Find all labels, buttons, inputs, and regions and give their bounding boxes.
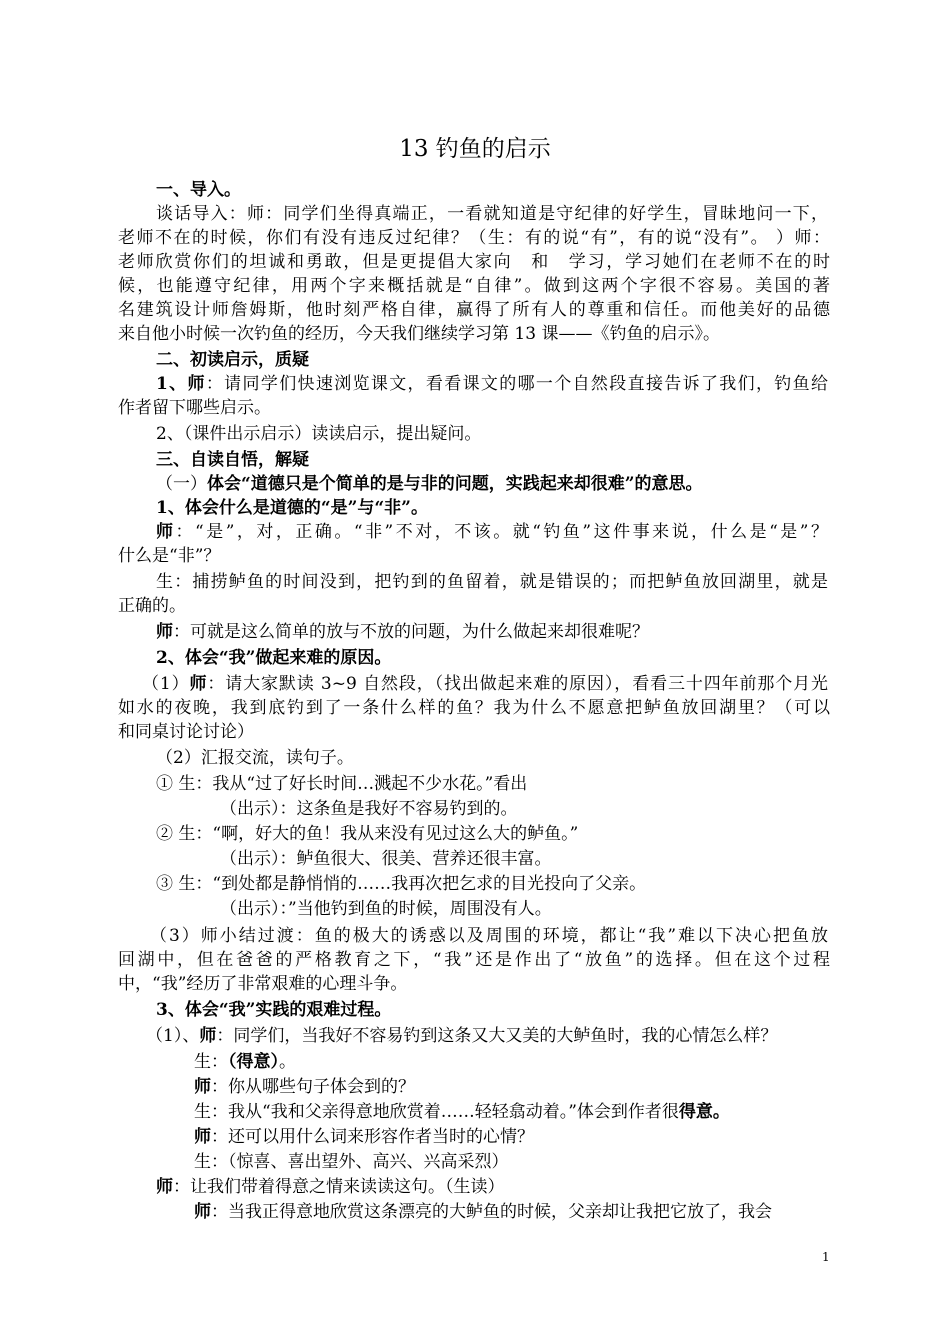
dialogue-line	[194, 1075, 415, 1099]
section-heading-self-reading: 三、自读自悟，解疑	[156, 450, 309, 470]
subheading-practice-process: 3、体会“我”实践的艰难过程。	[156, 1000, 392, 1020]
paragraph-line: 正确的。	[118, 596, 186, 616]
subheading-difficulty-reason: 2、体会“我”做起来难的原因。	[156, 648, 392, 668]
paragraph-line	[156, 372, 828, 396]
line-text: ：同学们，当我好不容易钓到这条又大又美的大鲈鱼时，我的心情怎么样？	[216, 1026, 778, 1046]
reading-item: ③ 生：“到处都是静悄悄的……我再次把乞求的目光投向了父亲。	[156, 874, 647, 894]
paragraph-line: 候，也能遵守纪律，用两个字来概括就是“自律”。做到这两个字很不容易。美国的著	[118, 276, 830, 296]
paragraph-line: （3）师小结过渡：鱼的极大的诱惑以及周围的环境，都让“我”难以下决心把鱼放	[150, 926, 828, 946]
paragraph-line: 如水的夜晚，我到底钓到了一条什么样的鱼？我为什么不愿意把鲈鱼放回湖里？（可以	[118, 698, 830, 718]
paragraph-line: 中，“我”经历了非常艰难的心理斗争。	[118, 974, 408, 994]
reading-item: ① 生：我从“过了好长时间…溅起不少水花。”看出	[156, 774, 528, 794]
line-text: ：请大家默读 3~9 自然段，（找出做起来难的原因），看看三十四年前那个月光	[207, 674, 829, 694]
page-number: 1	[822, 1250, 830, 1264]
speaker-label: 1、师	[156, 374, 206, 394]
speaker-label: 师	[189, 674, 208, 694]
paragraph-line	[156, 620, 649, 644]
speaker-label: 师	[156, 1177, 173, 1197]
item-prefix: （1）、	[146, 1026, 200, 1046]
line-text: ：让我们带着得意之情来读读这句。（生读）	[173, 1177, 505, 1197]
paragraph-line: 2、（课件出示启示）读读启示，提出疑问。	[156, 424, 482, 444]
section-heading-intro: 一、导入。	[156, 180, 241, 200]
line-text: ：你从哪些句子体会到的？	[211, 1077, 415, 1097]
line-text: ：当我正得意地欣赏这条漂亮的大鲈鱼的时候，父亲却让我把它放了，我会	[211, 1202, 772, 1222]
reading-display: （出示）：”当他钓到鱼的时候，周围没有人。	[220, 899, 552, 919]
paragraph-line: 来自他小时候一次钓鱼的经历，今天我们继续学习第 13 课——《钓鱼的启示》。	[118, 324, 720, 344]
dialogue-line	[194, 1050, 296, 1074]
line-text-bold: （得意）	[228, 1052, 279, 1072]
line-text: ：“是”，对，正确。“非”不对，不该。就“钓鱼”这件事来说，什么是“是”？	[175, 522, 828, 542]
speaker-label: 师	[156, 622, 173, 642]
paragraph-line: 老师不在的时候，你们有没有违反过纪律？（生：有的说“有”，有的说“没有”。 ）师：	[118, 228, 830, 248]
paragraph-line	[142, 672, 828, 696]
line-text: 生：我从“我和父亲得意地欣赏着……轻轻翕动着。”体会到作者很	[194, 1102, 679, 1122]
paragraph-line: 回湖中，但在爸爸的严格教育之下，“我”还是作出了“放鱼”的选择。但在这个过程	[118, 950, 830, 970]
subheading-text: 体会“道德只是个简单的是与非的问题，实践起来却很难”的意思。	[207, 474, 703, 494]
paragraph-line: 生：捕捞鲈鱼的时间没到，把钓到的鱼留着，就是错误的；而把鲈鱼放回湖里，就是	[156, 572, 828, 592]
speaker-label: 师	[194, 1202, 211, 1222]
paragraph-line: 什么是“非”？	[118, 546, 221, 566]
dialogue-line	[194, 1200, 772, 1224]
reading-display: （出示）：这条鱼是我好不容易钓到的。	[220, 799, 518, 819]
dialogue-line	[194, 1125, 534, 1149]
item-prefix: （1）	[142, 674, 190, 694]
speaker-label: 师	[194, 1077, 211, 1097]
page-title: 13 钓鱼的启示	[399, 136, 551, 162]
paragraph-line: 名建筑设计师詹姆斯，他时刻严格自律，赢得了所有人的尊重和信任。而他美好的品德	[118, 300, 830, 320]
subheading-right-wrong: 1、体会什么是道德的“是”与“非”。	[156, 498, 428, 518]
speaker-label: 师	[199, 1026, 217, 1046]
reading-item: ② 生：“啊，好大的鱼！我从来没有见过这么大的鲈鱼。”	[156, 824, 579, 844]
reading-display: （出示）：鲈鱼很大、很美、营养还很丰富。	[220, 849, 552, 869]
line-text: ：可就是这么简单的放与不放的问题，为什么做起来却很难呢？	[173, 622, 649, 642]
speaker-label: 师	[194, 1127, 211, 1147]
dialogue-line	[156, 1175, 505, 1199]
line-text: ：还可以用什么词来形容作者当时的心情？	[211, 1127, 534, 1147]
paragraph-line: 老师欣赏你们的坦诚和勇敢，但是更提倡大家向 和 学习，学习她们在老师不在的时	[118, 252, 830, 272]
dialogue-line	[194, 1100, 730, 1124]
paragraph-line: 和同桌讨论讨论）	[118, 722, 254, 742]
line-end: 。	[279, 1052, 296, 1072]
subheading-line	[156, 472, 703, 496]
section-heading-first-reading: 二、初读启示，质疑	[156, 350, 309, 370]
paragraph-line: 谈话导入：师：同学们坐得真端正，一看就知道是守纪律的好学生，冒昧地问一下，	[156, 204, 828, 224]
line-text-bold: 得意。	[678, 1102, 730, 1122]
speaker-label: 生：	[194, 1052, 228, 1072]
paragraph-line: （2）汇报交流，读句子。	[156, 748, 354, 768]
paragraph-line: 作者留下哪些启示。	[118, 398, 271, 418]
speaker-label: 师	[156, 522, 176, 542]
dialogue-line	[146, 1024, 777, 1048]
paragraph-line	[156, 520, 828, 544]
line-text: ：请同学们快速浏览课文，看看课文的哪一个自然段直接告诉了我们，钓鱼给	[205, 374, 828, 394]
subheading-prefix: （一）	[156, 474, 207, 494]
dialogue-line: 生：（惊喜、喜出望外、高兴、兴高采烈）	[194, 1152, 509, 1172]
